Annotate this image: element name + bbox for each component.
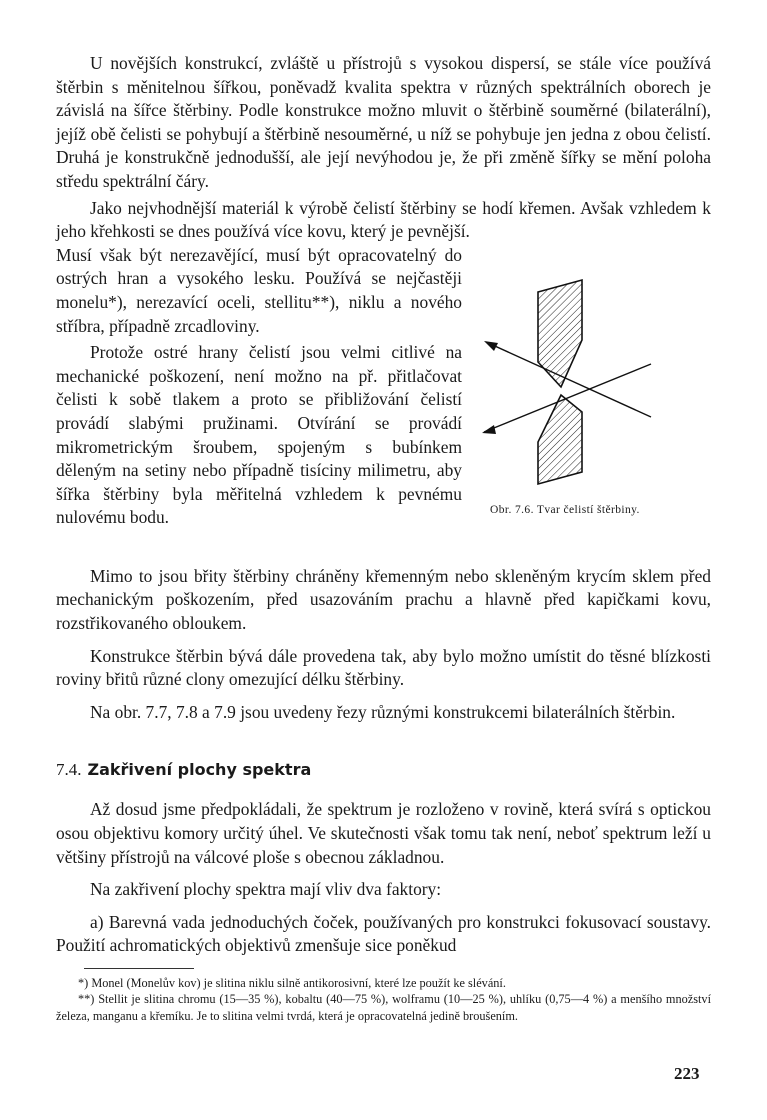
footnote-divider [84,968,194,969]
paragraph-chromatic-aberration: a) Barevná vada jednoduchých čoček, používaných pro konstrukci fokusovací soustavy. Použití achromatických objektivů zmenšuje sice poněkud [56,911,711,956]
paragraph-protection: Mimo to jsou břity štěrbiny chráněny křemenným nebo skleněným krycím sklem před mechanickým poškozením, před usazováním prachu a hlavně před kapičkami kovu, rozstřikovaného obloukem. [56,565,711,633]
paragraph-slit-width: U novějších konstrukcí, zvláště u přístrojů s vysokou dispersí, se stále více používá štěrbin s měnitelnou šířkou, poněvadž kvalita spektra v různých spektrálních oborech je závislá na šířce štěrbiny. Podle konstrukce možno mluvit o štěrbině souměrné (bilaterální), jejíž obě čelisti se pohybují a štěrbině nesouměrné, u níž se pohybuje jen jedna z obou čelistí. Druhá je konstrukčně jednodušší, ale její nevýhodou je, že při změně šířky se mění poloha středu spektrální čáry. [56,53,711,191]
paragraph-spectrum-plane: Až dosud jsme předpokládali, že spektrum je rozloženo v rovině, která svírá s optickou osou objektivu komory určitý úhel. Ve skutečnosti však tomu tak není, neboť spektrum leží u většiny přístrojů na válcové ploše s obecnou základnou. [56,799,711,867]
paragraph-jaw-mechanism: Protože ostré hrany čelistí jsou velmi citlivé na mechanické poškození, není možno na př. přitlačovat čelisti k sobě tlakem a proto se přibližování čelistí provádí slabými pružinami. Otvírání se provádí mikrometrickým šroubem, spojeným s bubínkem děleným na setiny nebo případně tisíciny milimetru, aby šířka štěrbiny byla měřitelná vzhledem k pevnému nulovému bodu. [56,342,462,528]
section-title: Zakřivení plochy spektra [87,760,312,780]
page-number: 223 [674,1064,700,1083]
paragraph-diaphragms: Konstrukce štěrbin bývá dále provedena tak, aby bylo možno umístit do těsné blízkosti roviny břitů různé clony omezující délku štěrbiny. [56,645,711,690]
ray-descending-arrowhead [484,341,498,351]
footnotes [56,975,711,1025]
page-body [56,52,711,1025]
paragraph-jaw-material: Jako nejvhodnější materiál k výrobě čelistí štěrbiny se hodí křemen. Avšak vzhledem k jeho křehkosti se dnes používá více kovu, který je pevnější. [56,197,711,242]
paragraph-two-factors: Na zakřivení plochy spektra mají vliv dva faktory: [90,879,442,900]
section-heading [56,758,711,782]
footnote-stellite: **) Stellit je slitina chromu (15—35 %), kobaltu (40—75 %), wolframu (10—25 %), uhlíku (0,75—4 %) a menšího množství železa, manganu a křemíku. Je to slitina velmi tvrdá, která je opracovatelná jedině broušením. [56,992,711,1024]
upper-jaw [538,280,582,387]
ray-ascending-arrowhead [482,425,496,434]
figure-slit-jaws [476,262,711,562]
section-number: 7.4. [56,760,82,780]
lower-jaw [538,395,582,484]
slit-jaws-diagram [476,262,711,502]
figure-caption: Obr. 7.6. Tvar čelistí štěrbiny. [490,503,640,516]
paragraph-figure-refs: Na obr. 7.7, 7.8 a 7.9 jsou uvedeny řezy různými konstrukcemi bilaterálních štěrbin. [90,701,676,722]
paragraph-metal-properties: Musí však být nerezavějící, musí být opracovatelný do ostrých hran a vysokého lesku. Používá se nejčastěji monelu*), nerezavící oceli, stellitu**), niklu a nového stříbra, případně zrcadloviny. [56,244,462,336]
footnote-monel: *) Monel (Monelův kov) je slitina niklu silně antikorosivní, které lze použít ke slévání. [78,975,506,990]
